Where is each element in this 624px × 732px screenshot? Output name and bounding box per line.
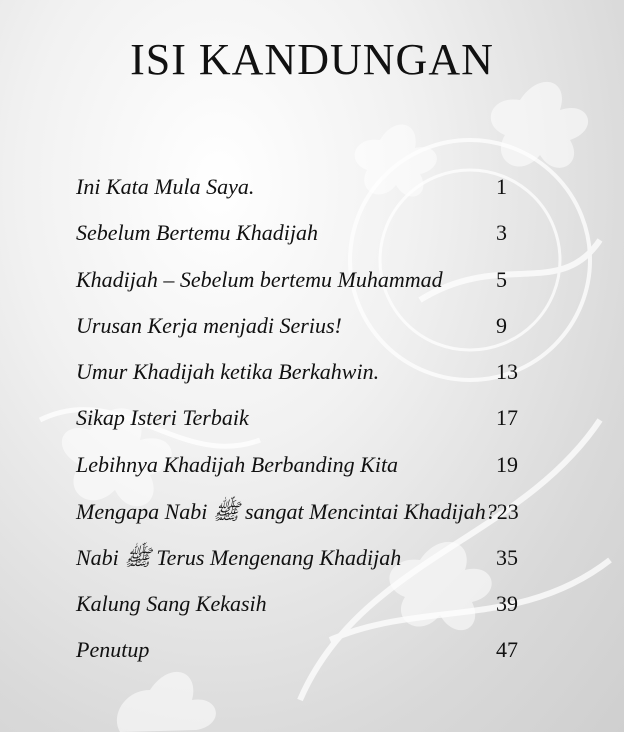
toc-entry[interactable]	[76, 313, 536, 359]
toc-entry-page: 47	[496, 636, 518, 662]
toc-entry[interactable]	[76, 452, 536, 498]
toc-entry[interactable]	[76, 544, 536, 590]
page-title: ISI KANDUNGAN	[130, 35, 494, 84]
toc-entry-title: Umur Khadijah ketika Berkahwin.	[76, 359, 380, 385]
toc-entry-title: Sebelum Bertemu Khadijah	[76, 220, 318, 246]
toc-entry[interactable]	[76, 174, 536, 220]
toc-entry-page: 1	[496, 174, 507, 199]
toc-entry[interactable]	[76, 267, 536, 313]
toc-entry[interactable]	[76, 359, 536, 405]
toc-entry-page: 3	[496, 220, 507, 246]
toc-entry-title: Lebihnya Khadijah Berbanding Kita	[76, 451, 399, 477]
toc-entry-title: Ini Kata Mula Saya.	[76, 174, 255, 199]
toc-entry-page: 17	[496, 405, 518, 431]
toc-entry-page: 5	[496, 266, 507, 292]
toc-entry-title: Mengapa Nabi ﷺ sangat Mencintai Khadijah?	[76, 499, 497, 525]
toc-entry-page: 13	[496, 359, 518, 385]
toc-entry[interactable]	[76, 498, 536, 544]
toc-entry-page: 39	[496, 590, 518, 616]
toc-entry[interactable]	[76, 591, 536, 637]
toc-entry-title: Kalung Sang Kekasih	[76, 590, 267, 616]
toc-entry-title: Nabi ﷺ Terus Mengenang Khadijah	[76, 545, 402, 571]
toc-entry-title: Penutup	[76, 636, 150, 662]
toc-entry[interactable]	[76, 220, 536, 266]
toc-entry-page: 19	[496, 451, 518, 477]
toc-entry-title: Sikap Isteri Terbaik	[76, 405, 249, 431]
toc-entry-page: 23	[496, 499, 519, 525]
toc-entry-page: 9	[496, 312, 507, 338]
toc-entry[interactable]	[76, 405, 536, 451]
toc-entry-title: Urusan Kerja menjadi Serius!	[76, 312, 342, 338]
table-of-contents	[76, 174, 536, 683]
toc-entry[interactable]	[76, 637, 536, 683]
toc-entry-title: Khadijah – Sebelum bertemu Muhammad	[76, 266, 443, 292]
toc-entry-page: 35	[496, 545, 518, 571]
